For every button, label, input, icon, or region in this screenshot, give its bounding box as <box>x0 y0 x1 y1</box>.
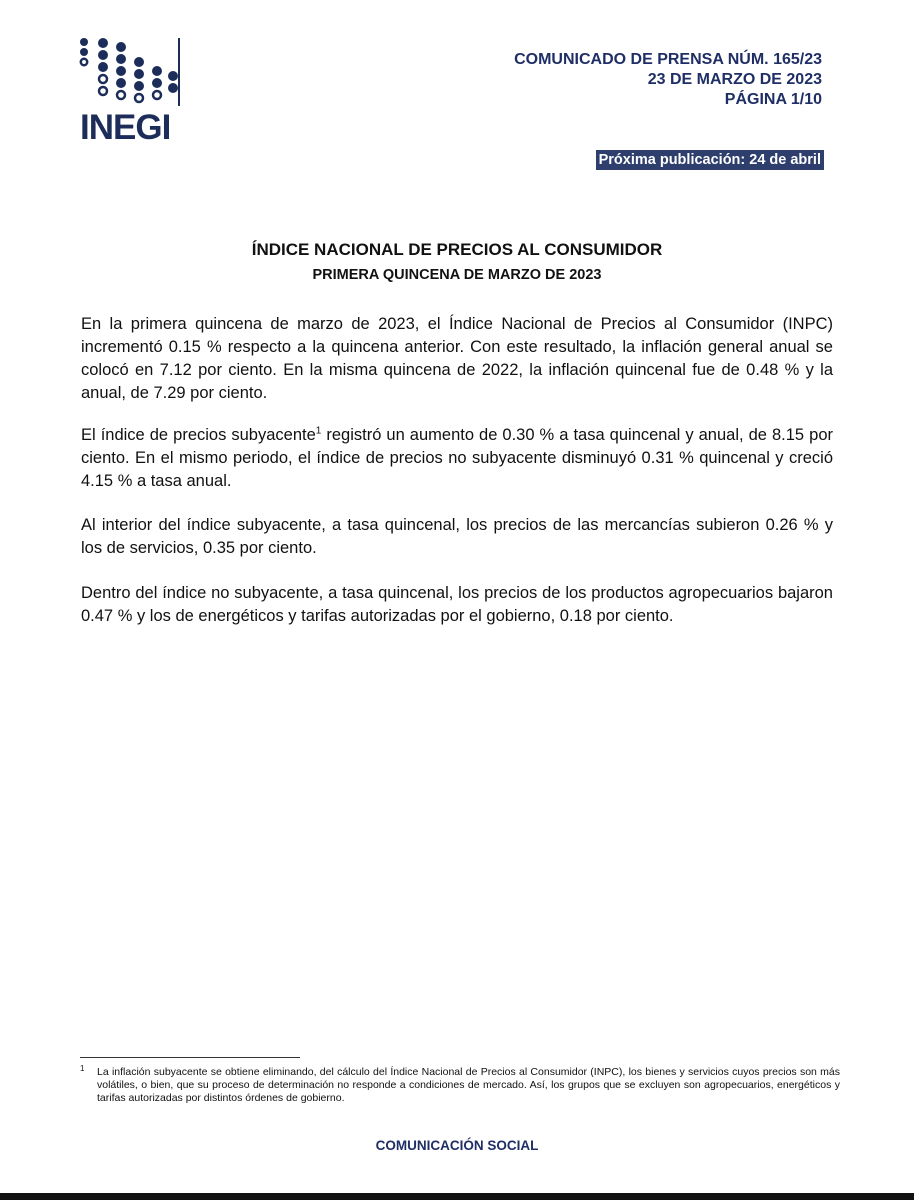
document-header <box>514 50 822 110</box>
footnote-divider <box>80 1057 300 1058</box>
document-subtitle: PRIMERA QUINCENA DE MARZO DE 2023 <box>312 267 602 283</box>
footer-label: COMUNICACIÓN SOCIAL <box>375 1138 539 1153</box>
paragraph-4: Dentro del índice no subyacente, a tasa quincenal, los precios de los productos agropecuarios bajaron 0.47 % y los de energéticos y tarifas autorizadas por el gobierno, 0.18 por ciento. <box>81 584 833 625</box>
next-publication-badge: Próxima publicación: 24 de abril <box>596 150 824 170</box>
bottom-edge <box>0 1193 914 1200</box>
document-title: ÍNDICE NACIONAL DE PRECIOS AL CONSUMIDOR <box>251 240 663 259</box>
paragraph-2 <box>81 424 833 493</box>
inegi-wordmark: INEGI <box>80 108 171 147</box>
footnote-ref[interactable]: 1 <box>315 425 322 437</box>
paragraph-3: Al interior del índice subyacente, a tasa quincenal, los precios de las mercancías subieron 0.26 % y los de servicios, 0.35 por ciento. <box>81 516 833 557</box>
footnote-mark: 1 <box>80 1064 85 1073</box>
release-date: 23 DE MARZO DE 2023 <box>647 71 822 88</box>
press-release-number: COMUNICADO DE PRENSA NÚM. 165/23 <box>514 51 822 68</box>
paragraph-2-start: El índice de precios subyacente <box>81 426 316 444</box>
page-number: PÁGINA 1/10 <box>724 91 822 108</box>
footnote <box>80 1066 840 1105</box>
paragraph-2-end: registró un aumento de 0.30 % a tasa quincenal y anual, de 8.15 por ciento. En el mismo periodo, el índice de precios no subyacente disminuyó 0.31 % quincenal y creció 4.15 % a tasa anual. <box>81 426 833 490</box>
paragraph-1: En la primera quincena de marzo de 2023, el Índice Nacional de Precios al Consumidor (INPC) incrementó 0.15 % respecto a la quincena anterior. Con este resultado, la inflación general anual se colocó en 7.12 por ciento. En la misma quincena de 2022, la inflación quincenal fue de 0.48 % y la anual, de 7.29 por ciento. <box>81 315 833 402</box>
inegi-dots-icon <box>78 38 188 108</box>
footnote-text: La inflación subyacente se obtiene eliminando, del cálculo del Índice Nacional de Precios al Consumidor (INPC), los bienes y servicios cuyos precios son más volátiles, o bien, que su proceso de determinación no responde a condiciones de mercado. Así, los grupos que se excluyen son agropecuarios, energéticos y tarifas autorizadas por distintos órdenes de gobierno. <box>97 1066 840 1104</box>
